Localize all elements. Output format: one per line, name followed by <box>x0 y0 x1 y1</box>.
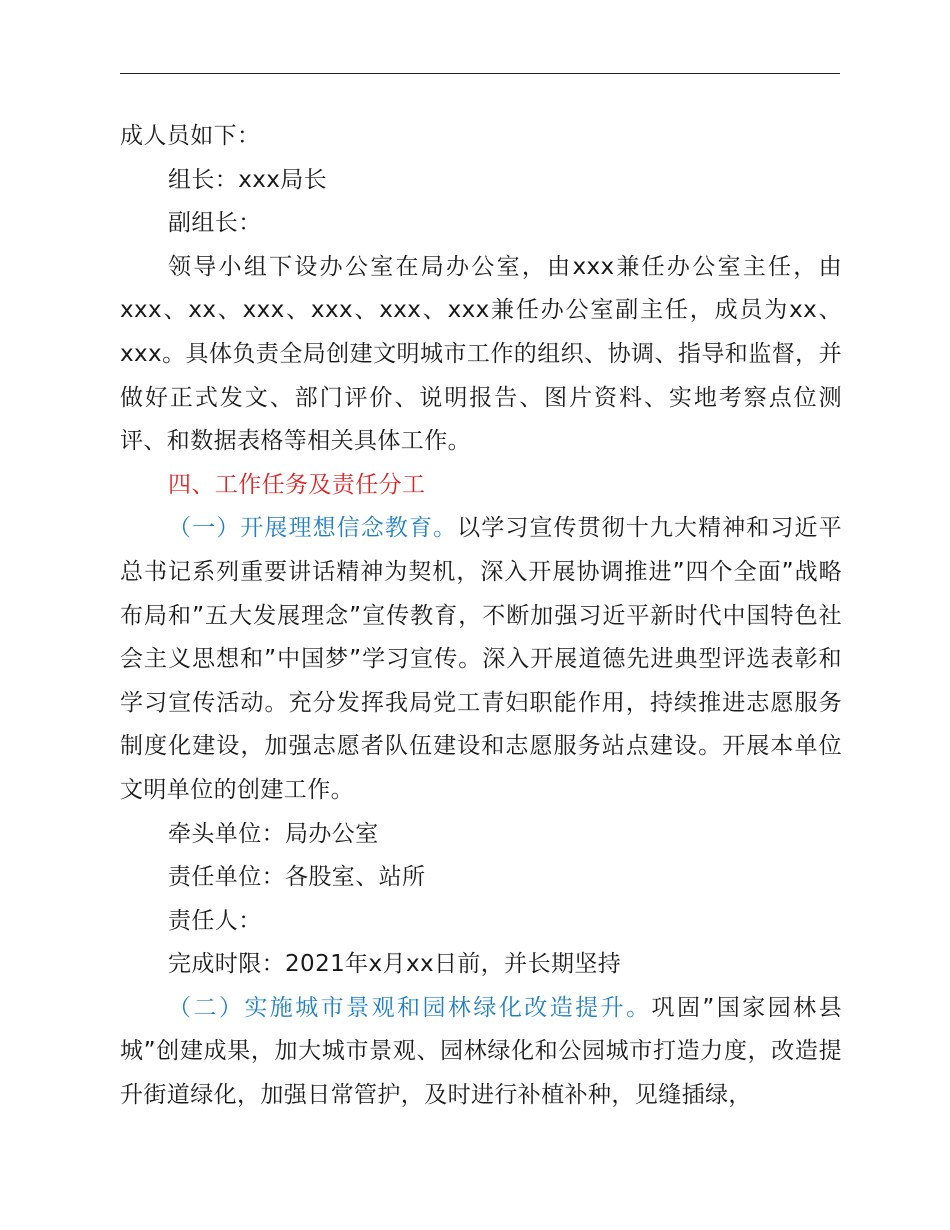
paragraph-lead-unit: 牵头单位：局办公室 <box>168 820 379 847</box>
paragraph-members-intro: 成人员如下： <box>120 123 261 149</box>
section-heading-tasks: 四、工作任务及责任分工 <box>168 471 426 498</box>
item-1-heading: （一）开展理想信念教育。 <box>168 515 458 542</box>
item-2-heading: （二）实施城市景观和园林绿化改造提升。 <box>168 994 652 1021</box>
paragraph-item-1 <box>120 507 842 812</box>
document-body <box>120 115 842 1118</box>
item-1-body: 以学习宣传贯彻十九大精神和习近平总书记系列重要讲话精神为契机，深入开展协调推进”四个全面”战略布局和”五大发展理念”宣传教育，不断加强习近平新时代中国特色社会主义思想和”中国梦”学习宣传。深入开展道德先进典型评选表彰和学习宣传活动。充分发挥我局党工青妇职能作用，持续推进志愿服务制度化建设，加强志愿者队伍建设和志愿服务站点建设。开展本单位文明单位的创建工作。 <box>120 515 842 803</box>
paragraph-responsible-unit: 责任单位：各股室、站所 <box>168 864 426 891</box>
paragraph-deadline: 完成时限：2021年x月xx日前，并长期坚持 <box>168 951 622 978</box>
paragraph-item-2 <box>120 987 842 1118</box>
header-rule <box>120 73 840 74</box>
paragraph-group-leader: 组长：xxx局长 <box>168 166 328 193</box>
item-2-body: 巩固”国家园林县城”创建成果，加大城市景观、园林绿化和公园城市打造力度，改造提升街道绿化，加强日常管护，及时进行补植补种，见缝插绿， <box>120 994 842 1109</box>
paragraph-responsible-person: 责任人： <box>168 907 262 934</box>
paragraph-deputy-leader: 副组长： <box>168 210 262 237</box>
paragraph-office-setup: 领导小组下设办公室在局办公室，由xxx兼任办公室主任，由xxx、xx、xxx、xxx、xxx、xxx兼任办公室副主任，成员为xx、xxx。具体负责全局创建文明城市工作的组织、协调、指导和监督，并做好正式发文、部门评价、说明报告、图片资料、实地考察点位测评、和数据表格等相关具体工作。 <box>120 253 842 455</box>
